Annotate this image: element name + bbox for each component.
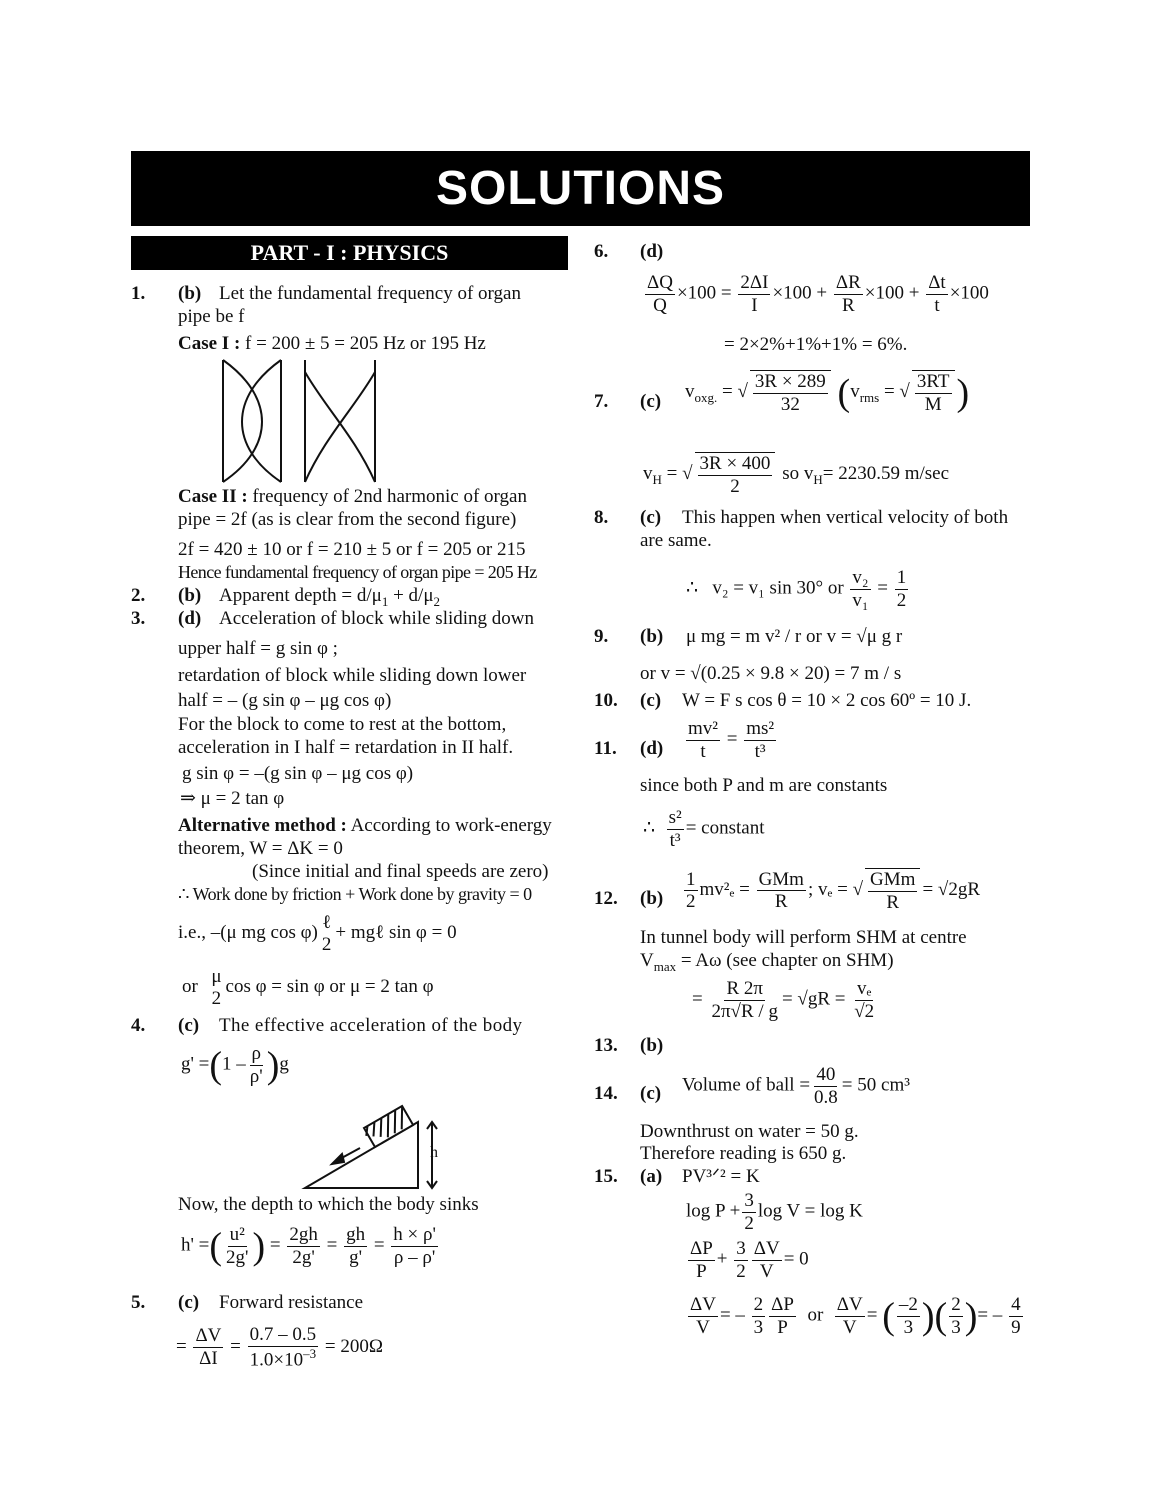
page-title: SOLUTIONS	[435, 161, 725, 215]
q11-answer: (d)	[640, 738, 664, 759]
q3-line10: (Since initial and final speeds are zero)	[252, 861, 549, 882]
q3-line8: ⇒ μ = 2 tan φ	[180, 788, 285, 809]
q15-result: $\frac{\Delta V}{V}$ = – $\frac{2}{3}$ $\frac{\Delta P}{P}$ or $\frac{\Delta V}{V}$ = ( $\frac{-2}{3}$ )( $\frac{2}{3}$ )= – $\frac{4}{9}$	[690, 1294, 1021, 1338]
q3-line6: acceleration in I half = retardation in II half.	[178, 737, 514, 758]
q15-diff: $\frac{\Delta P}{P}$ + $\frac{3}{2}$ $\frac{\Delta V}{V}$ = 0	[690, 1238, 809, 1282]
q1-line3: pipe = 2f (as is clear from the second figure)	[178, 509, 517, 530]
q14-line2: Downthrust on water = 50 g.	[640, 1121, 859, 1142]
q1-number: 1.	[131, 283, 146, 304]
q12-line3: $V_{max} = A\omega$ (see chapter on SHM)	[640, 950, 894, 974]
inclined-plane-h-label: h	[430, 1144, 438, 1161]
q3-alt: Alternative method : According to work-energy	[178, 815, 552, 836]
q6-line2: = 2×2%+1%+1% = 6%.	[724, 334, 908, 355]
q1-line1: Let the fundamental frequency of organ	[219, 283, 521, 304]
q7-answer: (c)	[640, 391, 662, 412]
q5-resistance: = $\frac{\Delta V}{\Delta I}$ = $\frac{0.7 - 0.5}{1.0\times 10^{-3}}$ = 200Ω	[176, 1324, 383, 1371]
q6-number: 6.	[594, 241, 609, 262]
q12-answer: (b)	[640, 888, 664, 909]
q2-answer: (b)	[178, 585, 202, 606]
organ-pipe-figure	[215, 357, 385, 485]
q10-line1: W = F s cos θ = 10 × 2 cos 60º = 10 J.	[682, 690, 972, 711]
q9-number: 9.	[594, 626, 609, 647]
q11-const: ∴ $\frac{\text{s²}}{\text{t³}}$ = constant	[643, 807, 765, 851]
q8-line2: are same.	[640, 530, 712, 551]
q1-line4: 2f = 420 ± 10 or f = 210 ± 5 or f = 205 or 215	[178, 539, 526, 560]
q13-answer: (b)	[640, 1035, 664, 1056]
q4-hprime: h' =( $\frac{\text{u²}}{2g'}$ ) = $\frac{2gh}{2g'}$ = $\frac{gh}{g'}$ = $\frac{h \times \rho'}{\rho - \rho'}$	[181, 1224, 436, 1268]
q3-or: or μ 2 cos φ = sin φ or μ = 2 tan φ	[182, 966, 434, 1009]
q12-line2: In tunnel body will perform SHM at centre	[640, 927, 967, 948]
q3-line4: half = – (g sin φ – μg cos φ)	[178, 690, 392, 711]
q11-line2: since both P and m are constants	[640, 775, 888, 796]
section-title: PART - I : PHYSICS	[250, 239, 449, 265]
q10-answer: (c)	[640, 690, 662, 711]
q9-answer: (b)	[640, 626, 664, 647]
q3-line7: g sin φ = –(g sin φ – μg cos φ)	[182, 763, 414, 784]
q1-answer: (b)	[178, 283, 202, 304]
q4-number: 4.	[131, 1015, 146, 1036]
q7-vh: $v_H$ = √ $\frac{3R \times 400}{2}$ so $v_H= 2230.59$ m/sec	[643, 453, 950, 497]
q7-number: 7.	[594, 391, 609, 412]
q3-line2: upper half = g sin φ ;	[178, 638, 338, 659]
q3-line5: For the block to come to rest at the bottom,	[178, 714, 507, 735]
page-title-banner	[131, 151, 1030, 226]
q4-line2: Now, the depth to which the body sinks	[178, 1194, 479, 1215]
q8-answer: (c)	[640, 507, 662, 528]
q1-line5: Hence fundamental frequency of organ pipe = 205 Hz	[178, 562, 537, 582]
q3-line3: retardation of block while sliding down lower	[178, 665, 527, 686]
section-header	[131, 236, 568, 270]
q9-line1: μ mg = m v² / r or v = √μ g r	[686, 626, 903, 647]
q4-line1: The effective acceleration of the body	[219, 1015, 523, 1036]
q5-number: 5.	[131, 1292, 146, 1313]
q1-line2: pipe be f	[178, 306, 245, 327]
q14-line3: Therefore reading is 650 g.	[640, 1143, 847, 1164]
q13-number: 13.	[594, 1035, 618, 1056]
q12-shm: = $\frac{R 2\pi}{2\pi√R / g}$ = √gR = $\frac{\text{vₑ}}{√2}$	[692, 978, 875, 1022]
q12-number: 12.	[594, 888, 618, 909]
q3-line11: ∴ Work done by friction + Work done by gravity = 0	[178, 884, 532, 904]
q15-line1: PV³ᐟ² = K	[682, 1166, 760, 1187]
q1-case1: Case I : f = 200 ± 5 = 205 Hz or 195 Hz	[178, 333, 486, 354]
q2-text: Apparent depth = $d/\mu_1 + d/\mu_2$	[219, 585, 441, 609]
q5-line1: Forward resistance	[219, 1292, 364, 1313]
q4-gprime: g' =(1 – $\frac{\rho}{\rho'}$ )g	[181, 1043, 289, 1087]
q3-number: 3.	[131, 608, 146, 629]
q11-eq: $\frac{\text{mv²}}{t}$ = $\frac{\text{ms²}}{\text{t³}}$	[688, 718, 775, 762]
q10-number: 10.	[594, 690, 618, 711]
q14-answer: (c)	[640, 1083, 662, 1104]
q3-line1: Acceleration of block while sliding down	[219, 608, 535, 629]
q3-answer: (d)	[178, 608, 202, 629]
q15-answer: (a)	[640, 1166, 663, 1187]
q8-number: 8.	[594, 507, 609, 528]
q12-eq: $\frac{1}{2}$ mv²ₑ = $\frac{\text{GMm}}{R}$ ; vₑ = √ $\frac{\text{GMm}}{R}$ = √2gR	[686, 868, 981, 913]
q8-line1: This happen when vertical velocity of both	[682, 507, 1009, 528]
q15-number: 15.	[594, 1166, 618, 1187]
q1-case2: Case II : frequency of 2nd harmonic of organ	[178, 486, 527, 507]
q7-voxg: $v_{oxg.}$ = √ $\frac{3R \times 289}{32}$ ($v_{rms}$ = √ $\frac{3RT}{M}$ )	[685, 371, 970, 415]
q6-answer: (d)	[640, 241, 664, 262]
q6-eq: $\frac{\Delta Q}{Q}$ ×100 = $\frac{2\Delta I}{I}$ ×100 + $\frac{\Delta R}{R}$ ×100 + $\frac{\Delta t}{t}$ ×100	[647, 272, 989, 316]
q8-eq: ∴ v₂ = v₁ sin 30° or $\frac{\text{v₂}}{\text{v₁}}$ = $\frac{1}{2}$	[686, 567, 907, 611]
q3-ie: i.e., –(μ mg cos φ) ℓ 2 + mgℓ sin φ = 0	[178, 912, 457, 955]
q14-eq: Volume of ball = $\frac{40}{0.8}$ = 50 cm³	[682, 1064, 910, 1108]
q3-line9: theorem, W = ΔK = 0	[178, 838, 343, 859]
q11-number: 11.	[594, 738, 617, 759]
q4-answer: (c)	[178, 1015, 200, 1036]
q2-number: 2.	[131, 585, 146, 606]
q5-answer: (c)	[178, 1292, 200, 1313]
q14-number: 14.	[594, 1083, 618, 1104]
q15-log: log P + $\frac{3}{2}$ log V = log K	[686, 1190, 863, 1234]
q9-line2: or v = √(0.25 × 9.8 × 20) = 7 m / s	[640, 663, 902, 684]
